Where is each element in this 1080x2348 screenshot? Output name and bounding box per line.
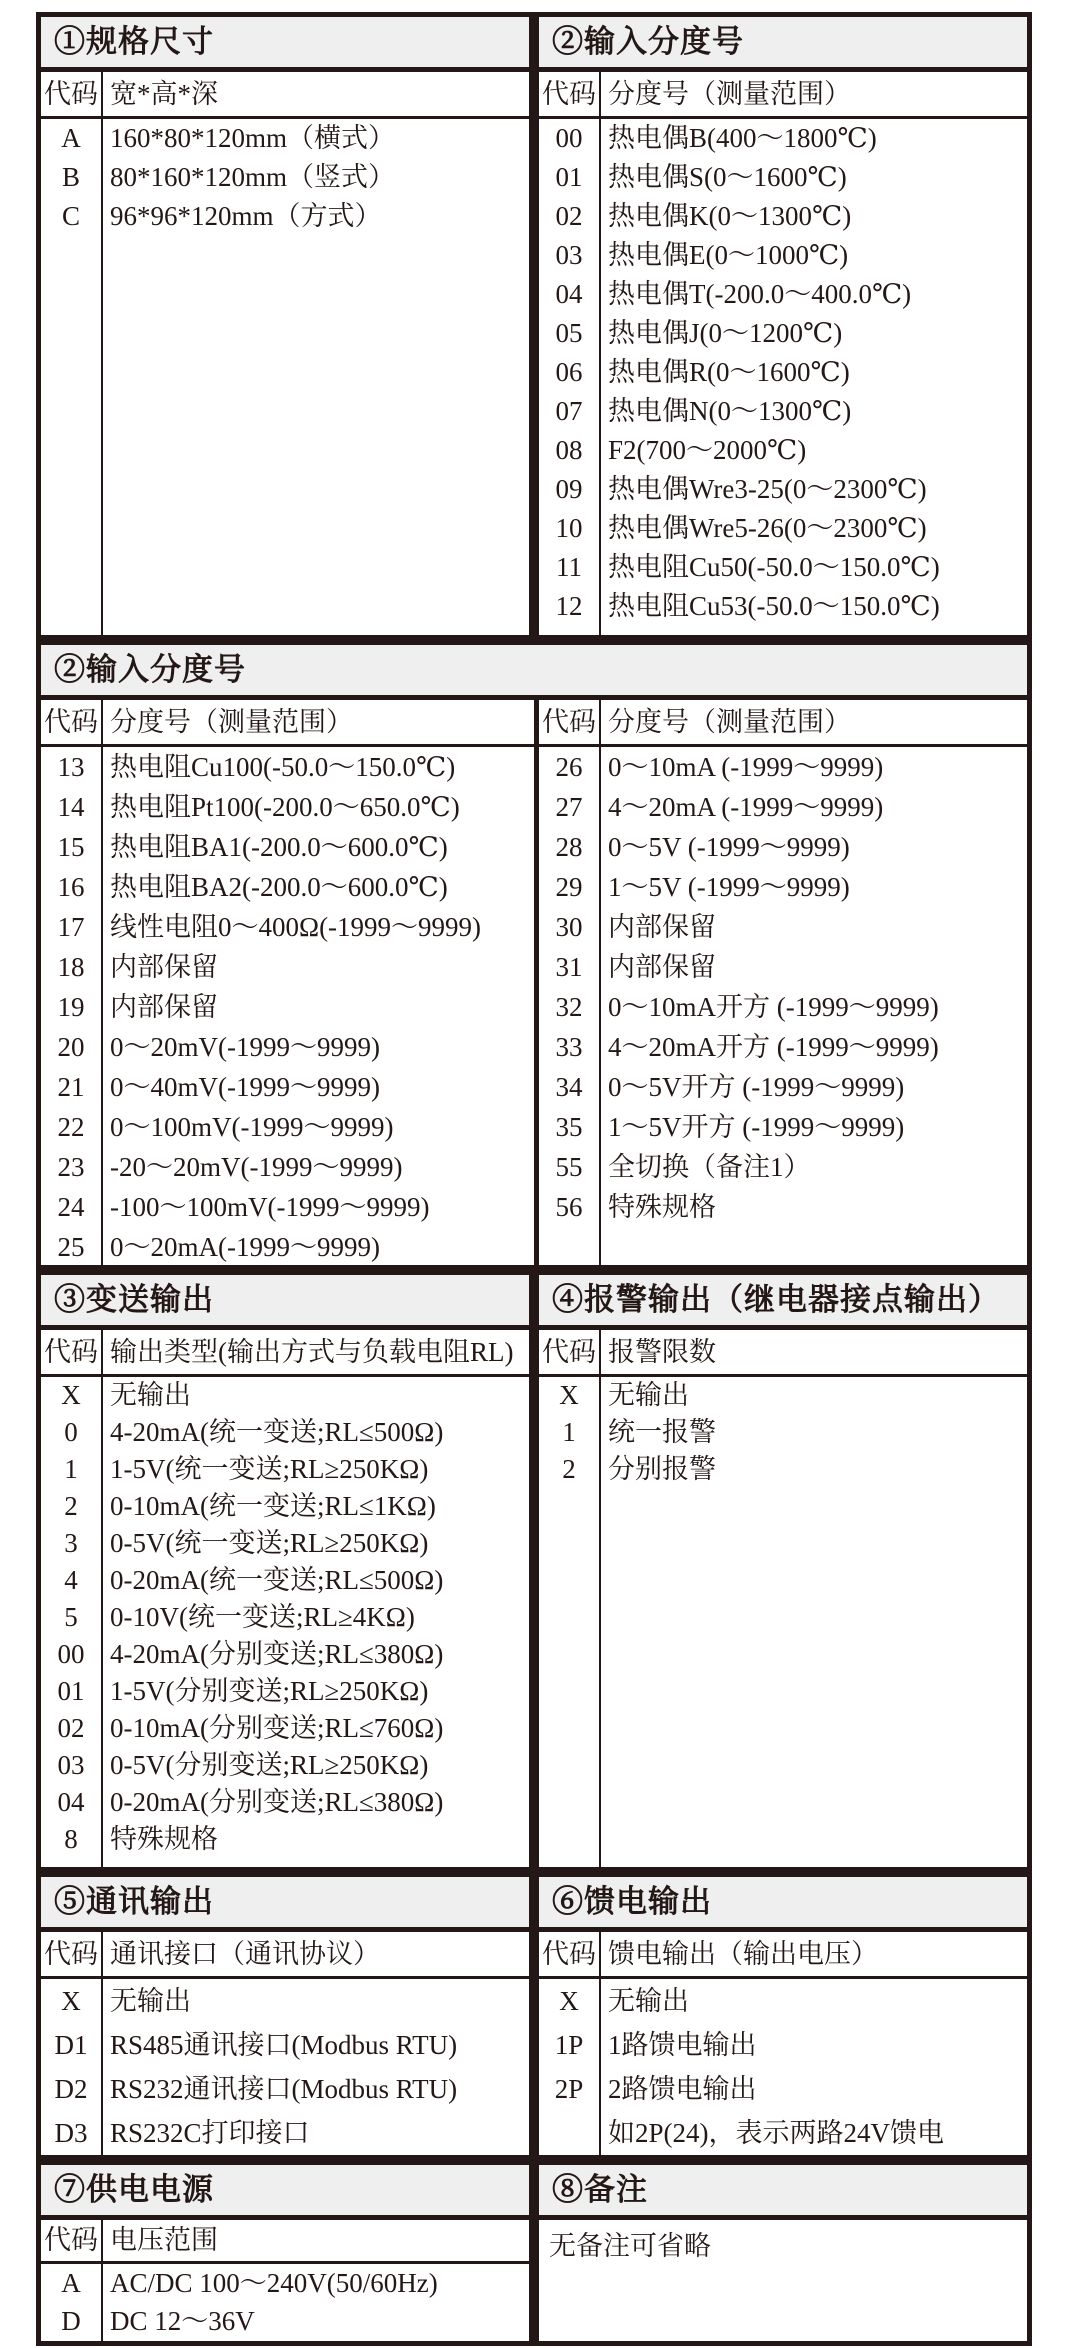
code-cell: 33 [539, 1027, 601, 1067]
section-input-range-part2 [36, 640, 1032, 1270]
code-cell: 4 [41, 1562, 103, 1599]
desc-cell: 热电阻Cu53(-50.0～150.0℃) [608, 591, 940, 621]
table-row [41, 158, 529, 197]
table-row [41, 2302, 529, 2340]
desc-cell: 0-20mA(分别变送;RL≤380Ω) [110, 1787, 444, 1817]
code-cell: 13 [41, 747, 103, 787]
desc-cell: 0-20mA(统一变送;RL≤500Ω) [110, 1565, 444, 1595]
desc-cell: 热电偶S(0～1600℃) [608, 162, 847, 192]
code-cell: 04 [539, 275, 601, 314]
column-header-code: 代码 [41, 72, 103, 116]
table-row [41, 2111, 529, 2155]
table-row [41, 1710, 529, 1747]
table-row [41, 197, 529, 236]
table-rows [539, 1979, 1027, 2160]
code-cell: 08 [539, 431, 601, 470]
code-cell: 06 [539, 353, 601, 392]
desc-cell: 1路馈电输出 [608, 2030, 757, 2060]
left-half [41, 700, 534, 1270]
desc-cell: RS232通讯接口(Modbus RTU) [110, 2074, 458, 2104]
table-row [539, 2067, 1027, 2111]
code-cell: 01 [539, 158, 601, 197]
code-cell: 04 [41, 1784, 103, 1821]
table-row [41, 787, 534, 827]
desc-cell: 0～5V开方 (-1999～9999) [608, 1072, 905, 1102]
desc-cell: RS485通讯接口(Modbus RTU) [110, 2030, 458, 2060]
section-title: ⑥馈电输出 [539, 1877, 1027, 1932]
filler-row [41, 236, 529, 635]
desc-cell [601, 626, 1027, 640]
table-rows [41, 1979, 529, 2160]
desc-cell: 1-5V(统一变送;RL≥250KΩ) [110, 1454, 429, 1484]
table-row [539, 392, 1027, 431]
filler-row [539, 1488, 1027, 1867]
section-title: ⑦供电电源 [41, 2165, 529, 2220]
section-title: ②输入分度号 [539, 17, 1027, 72]
desc-cell: 0～100mV(-1999～9999) [110, 1112, 394, 1142]
code-cell: X [41, 1979, 103, 2023]
desc-cell: 特殊规格 [608, 1192, 716, 1222]
code-cell: 18 [41, 947, 103, 987]
code-cell [41, 1858, 103, 1872]
table-row [41, 2264, 529, 2302]
desc-cell: 全切换（备注1） [608, 1152, 811, 1182]
table-row [41, 1451, 529, 1488]
code-cell [539, 1227, 601, 1270]
table-row [41, 1525, 529, 1562]
code-cell: 03 [539, 236, 601, 275]
desc-cell: 线性电阻0～400Ω(-1999～9999) [110, 912, 482, 942]
code-cell [41, 236, 103, 635]
desc-cell: 4-20mA(统一变送;RL≤500Ω) [110, 1417, 444, 1447]
desc-cell: -20～20mV(-1999～9999) [110, 1152, 403, 1182]
desc-cell: 80*160*120mm（竖式） [110, 162, 396, 192]
code-cell: D [41, 2302, 103, 2340]
table-row [539, 509, 1027, 548]
section-comm-output [36, 1872, 534, 2160]
desc-cell: 统一报警 [608, 1417, 716, 1447]
code-cell: 29 [539, 867, 601, 907]
code-cell: 3 [41, 1525, 103, 1562]
code-cell: 21 [41, 1067, 103, 1107]
section-remark [534, 2160, 1032, 2346]
code-cell: 55 [539, 1147, 601, 1187]
code-cell: 2 [41, 1488, 103, 1525]
column-header-row [41, 72, 529, 119]
code-cell: 02 [539, 197, 601, 236]
column-header-code: 代码 [41, 1932, 103, 1976]
code-cell: 35 [539, 1107, 601, 1147]
code-cell: 19 [41, 987, 103, 1027]
code-cell: A [41, 2264, 103, 2302]
table-row [539, 1027, 1027, 1067]
desc-cell: DC 12～36V [110, 2306, 255, 2336]
table-row [539, 747, 1027, 787]
table-row [41, 1562, 529, 1599]
desc-cell: 热电偶J(0～1200℃) [608, 318, 843, 348]
code-cell: 07 [539, 392, 601, 431]
table-row [41, 1107, 534, 1147]
column-header-row [41, 1932, 529, 1979]
column-header-code: 代码 [539, 1330, 601, 1374]
table-row [41, 987, 534, 1027]
desc-cell: 内部保留 [110, 992, 218, 1022]
desc-cell: RS232C打印接口 [110, 2118, 310, 2148]
block-2 [36, 640, 1032, 1270]
section-spec-size [36, 12, 534, 640]
table-row [41, 1227, 534, 1267]
table-row [539, 548, 1027, 587]
table-row [41, 907, 534, 947]
code-cell: 02 [41, 1710, 103, 1747]
code-cell: D3 [41, 2111, 103, 2155]
code-cell [41, 2340, 103, 2346]
table-row [539, 787, 1027, 827]
section-title: ③变送输出 [41, 1275, 529, 1330]
code-cell: 20 [41, 1027, 103, 1067]
desc-cell: 热电阻BA2(-200.0～600.0℃) [110, 872, 448, 902]
desc-cell: 热电偶Wre3-25(0～2300℃) [608, 474, 927, 504]
table-rows [41, 747, 534, 1270]
desc-cell: 0～40mV(-1999～9999) [110, 1072, 380, 1102]
desc-cell [103, 1858, 529, 1872]
desc-cell: 无输出 [608, 1380, 689, 1410]
filler-row [539, 626, 1027, 640]
code-cell: 30 [539, 907, 601, 947]
table-row [41, 1488, 529, 1525]
desc-cell: 内部保留 [608, 912, 716, 942]
table-row [539, 431, 1027, 470]
table-row [539, 1147, 1027, 1187]
remark-note: 无备注可省略 [549, 2231, 711, 2261]
desc-cell: F2(700～2000℃) [608, 435, 807, 465]
code-cell: X [539, 1377, 601, 1414]
table-row [539, 827, 1027, 867]
column-header-code: 代码 [539, 72, 601, 116]
column-header-code: 代码 [539, 700, 601, 744]
table-row [539, 470, 1027, 509]
table-row [539, 947, 1027, 987]
desc-cell: AC/DC 100～240V(50/60Hz) [110, 2268, 438, 2298]
desc-cell [103, 2340, 529, 2346]
code-cell: 24 [41, 1187, 103, 1227]
code-cell: 22 [41, 1107, 103, 1147]
code-cell: 10 [539, 509, 601, 548]
code-cell: 14 [41, 787, 103, 827]
code-cell: 00 [539, 119, 601, 158]
table-row [41, 2023, 529, 2067]
code-cell: 5 [41, 1599, 103, 1636]
table-row [41, 1747, 529, 1784]
column-header-code: 代码 [41, 2220, 103, 2261]
column-header-code: 代码 [41, 700, 103, 744]
table-rows [41, 2264, 529, 2346]
table-rows [41, 1377, 529, 1872]
section-alarm-output [534, 1270, 1032, 1872]
code-cell: X [41, 1377, 103, 1414]
column-header-desc: 馈电输出（输出电压） [608, 1939, 878, 1969]
code-cell: 05 [539, 314, 601, 353]
column-header-code: 代码 [539, 1932, 601, 1976]
column-header-desc: 报警限数 [608, 1337, 716, 1367]
table-row [41, 1979, 529, 2023]
column-header-row [41, 2220, 529, 2264]
code-cell: A [41, 119, 103, 158]
block-4 [36, 1872, 1032, 2160]
table-row [539, 867, 1027, 907]
table-row [41, 1027, 534, 1067]
desc-cell: 0～10mA (-1999～9999) [608, 752, 884, 782]
section-input-range-part1 [534, 12, 1032, 640]
desc-cell: 热电偶B(400～1800℃) [608, 123, 877, 153]
table-row [539, 1377, 1027, 1414]
desc-cell: 如2P(24)，表示两路24V馈电 [608, 2118, 944, 2148]
section-title: ①规格尺寸 [41, 17, 529, 72]
code-cell: 11 [539, 548, 601, 587]
code-cell: 28 [539, 827, 601, 867]
desc-cell: 无输出 [110, 1986, 191, 2016]
block-1 [36, 12, 1032, 640]
code-cell: 27 [539, 787, 601, 827]
code-cell: 26 [539, 747, 601, 787]
table-rows [539, 747, 1027, 1270]
code-cell: 31 [539, 947, 601, 987]
desc-cell: 热电偶R(0～1600℃) [608, 357, 850, 387]
table-row [41, 1377, 529, 1414]
split-tables [41, 700, 1027, 1270]
desc-cell: 特殊规格 [110, 1824, 218, 1854]
code-cell: 1P [539, 2023, 601, 2067]
desc-cell: 热电阻Cu50(-50.0～150.0℃) [608, 552, 940, 582]
code-cell: 00 [41, 1636, 103, 1673]
desc-cell: 热电阻BA1(-200.0～600.0℃) [110, 832, 448, 862]
section-title: ⑧备注 [539, 2165, 1027, 2220]
column-header-row [539, 700, 1027, 747]
desc-cell: 0-5V(统一变送;RL≥250KΩ) [110, 1528, 429, 1558]
desc-cell: 内部保留 [110, 952, 218, 982]
column-header-desc: 分度号（测量范围） [608, 79, 851, 109]
code-cell [539, 1488, 601, 1867]
code-cell: 15 [41, 827, 103, 867]
code-cell: 34 [539, 1067, 601, 1107]
table-row [41, 1147, 534, 1187]
column-header-code: 代码 [41, 1330, 103, 1374]
desc-cell: 1-5V(分别变送;RL≥250KΩ) [110, 1676, 429, 1706]
table-row [41, 947, 534, 987]
code-cell: 0 [41, 1414, 103, 1451]
block-3 [36, 1270, 1032, 1872]
desc-cell: 4-20mA(分别变送;RL≤380Ω) [110, 1639, 444, 1669]
column-header-row [41, 700, 534, 747]
table-rows [539, 119, 1027, 640]
desc-cell: 热电阻Cu100(-50.0～150.0℃) [110, 752, 456, 782]
column-header-desc: 通讯接口（通讯协议） [110, 1939, 380, 1969]
code-cell: C [41, 197, 103, 236]
table-row [41, 119, 529, 158]
table-row [41, 1636, 529, 1673]
section-feed-power-output [534, 1872, 1032, 2160]
code-cell: 2P [539, 2067, 601, 2111]
desc-cell: 分别报警 [608, 1454, 716, 1484]
table-row [539, 1979, 1027, 2023]
code-cell: B [41, 158, 103, 197]
table-row [539, 1187, 1027, 1227]
table-rows [539, 1377, 1027, 1867]
filler-row [41, 1858, 529, 1872]
section-power-supply [36, 2160, 534, 2346]
table-row [539, 987, 1027, 1027]
section-title: ②输入分度号 [41, 645, 1027, 700]
table-row [539, 353, 1027, 392]
column-header-desc: 宽*高*深 [110, 79, 218, 109]
desc-cell [103, 236, 529, 635]
code-cell [539, 2111, 601, 2155]
block-5 [36, 2160, 1032, 2346]
code-cell: X [539, 1979, 601, 2023]
code-cell: D1 [41, 2023, 103, 2067]
desc-cell: 热电阻Pt100(-200.0～650.0℃) [110, 792, 460, 822]
table-row [539, 236, 1027, 275]
table-row [41, 1414, 529, 1451]
column-header-row [539, 72, 1027, 119]
table-row [539, 1107, 1027, 1147]
code-cell: 25 [41, 1227, 103, 1267]
desc-cell: 0～10mA开方 (-1999～9999) [608, 992, 939, 1022]
column-header-row [41, 1330, 529, 1377]
code-cell: 2 [539, 1451, 601, 1488]
table-row [41, 1187, 534, 1227]
table-row [539, 907, 1027, 947]
table-row [41, 827, 534, 867]
code-cell: 8 [41, 1821, 103, 1858]
section-transmit-output [36, 1270, 534, 1872]
code-cell: 01 [41, 1673, 103, 1710]
table-row [539, 2111, 1027, 2155]
desc-cell: 2路馈电输出 [608, 2074, 757, 2104]
column-header-desc: 输出类型(输出方式与负载电阻RL) [110, 1337, 514, 1367]
desc-cell: 0～20mA(-1999～9999) [110, 1232, 380, 1262]
code-cell: 23 [41, 1147, 103, 1187]
table-row [539, 1451, 1027, 1488]
table-row [539, 119, 1027, 158]
desc-cell: 0-10mA(分别变送;RL≤760Ω) [110, 1713, 444, 1743]
code-cell: 09 [539, 470, 601, 509]
code-cell: 12 [539, 587, 601, 626]
table-rows [41, 119, 529, 635]
table-row [539, 2023, 1027, 2067]
table-row [41, 2067, 529, 2111]
desc-cell: 内部保留 [608, 952, 716, 982]
table-row [539, 275, 1027, 314]
section-title: ⑤通讯输出 [41, 1877, 529, 1932]
desc-cell: 热电偶E(0～1000℃) [608, 240, 849, 270]
table-row [41, 1784, 529, 1821]
desc-cell: 热电偶Wre5-26(0～2300℃) [608, 513, 927, 543]
desc-cell: 0～5V (-1999～9999) [608, 832, 850, 862]
desc-cell: 0～20mV(-1999～9999) [110, 1032, 380, 1062]
code-cell: 1 [539, 1414, 601, 1451]
table-row [41, 1599, 529, 1636]
desc-cell: 4～20mA开方 (-1999～9999) [608, 1032, 939, 1062]
code-cell: 32 [539, 987, 601, 1027]
table-row [539, 314, 1027, 353]
table-row [41, 1673, 529, 1710]
table-row [41, 867, 534, 907]
column-header-row [539, 1932, 1027, 1979]
table-row [539, 587, 1027, 626]
desc-cell: -100～100mV(-1999～9999) [110, 1192, 430, 1222]
table-row [539, 1414, 1027, 1451]
column-header-desc: 分度号（测量范围） [110, 707, 353, 737]
desc-cell: 无输出 [608, 1986, 689, 2016]
desc-cell: 96*96*120mm（方式） [110, 201, 382, 231]
desc-cell: 4～20mA (-1999～9999) [608, 792, 884, 822]
desc-cell: 1～5V (-1999～9999) [608, 872, 850, 902]
desc-cell: 0-10mA(统一变送;RL≤1KΩ) [110, 1491, 436, 1521]
code-cell: 03 [41, 1747, 103, 1784]
table-row [41, 1067, 534, 1107]
filler-row [41, 2340, 529, 2346]
desc-cell: 无输出 [110, 1380, 191, 1410]
desc-cell: 0-10V(统一变送;RL≥4KΩ) [110, 1602, 415, 1632]
code-cell: 56 [539, 1187, 601, 1227]
table-row [41, 1821, 529, 1858]
code-cell: 1 [41, 1451, 103, 1488]
table-row [539, 197, 1027, 236]
table-row [539, 1067, 1027, 1107]
desc-cell [601, 1227, 1027, 1270]
code-cell: 17 [41, 907, 103, 947]
desc-cell: 160*80*120mm（横式） [110, 123, 396, 153]
right-half [534, 700, 1027, 1270]
desc-cell: 热电偶N(0～1300℃) [608, 396, 852, 426]
desc-cell: 热电偶T(-200.0～400.0℃) [608, 279, 912, 309]
column-header-row [539, 1330, 1027, 1377]
section-title: ④报警输出（继电器接点输出） [539, 1275, 1027, 1330]
code-cell [539, 626, 601, 640]
code-cell: 16 [41, 867, 103, 907]
column-header-desc: 分度号（测量范围） [608, 707, 851, 737]
filler-row [539, 1227, 1027, 1270]
desc-cell [601, 1488, 1027, 1867]
desc-cell: 热电偶K(0～1300℃) [608, 201, 852, 231]
table-row [41, 747, 534, 787]
column-header-desc: 电压范围 [110, 2225, 218, 2255]
desc-cell: 0-5V(分别变送;RL≥250KΩ) [110, 1750, 429, 1780]
code-cell: D2 [41, 2067, 103, 2111]
desc-cell: 1～5V开方 (-1999～9999) [608, 1112, 905, 1142]
table-row [539, 158, 1027, 197]
